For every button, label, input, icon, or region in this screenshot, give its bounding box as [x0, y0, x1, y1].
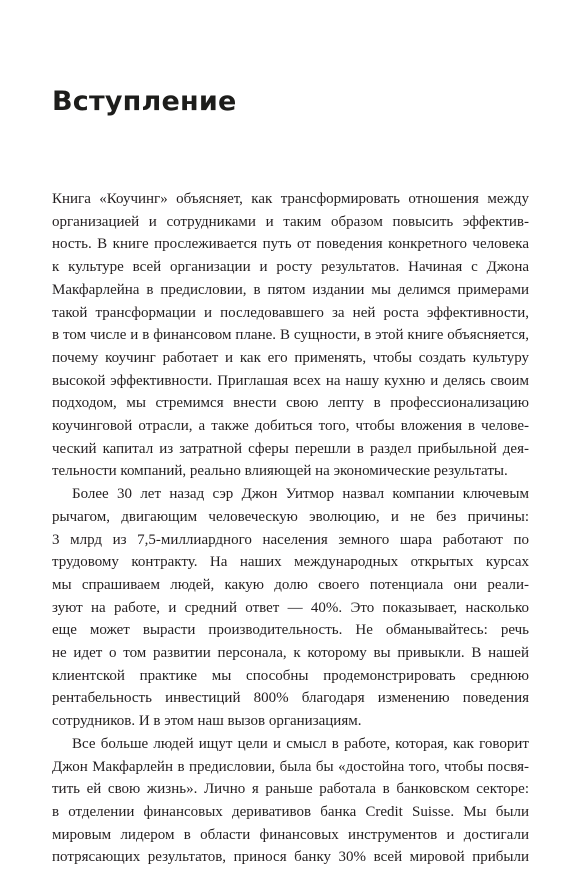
text-line: коучинговой отрасли, а также добиться того, чтобы вложения в челове- — [52, 418, 529, 435]
text-line: мировым лидером в области финансовых инструментов и достигали — [52, 826, 529, 843]
text-line: потрясающих результатов, принося банку 30% всей мировой прибыли — [52, 849, 529, 866]
paragraph-2 — [52, 483, 529, 733]
text-line: организацией и сотрудниками и таким образом повысить эффектив- — [52, 213, 529, 230]
text-line: в том числе и в финансовом плане. В сущности, в этой книге объясняется, — [52, 327, 529, 344]
chapter-title: Вступление — [52, 86, 237, 117]
text-line: тить ей свою жизнь». Лично я раньше работала в банковском секторе: — [52, 781, 529, 798]
text-line: тельности компаний, реально влияющей на экономические результаты. — [52, 463, 508, 480]
text-line: не идет о том развитии персонала, к которому вы привыкли. В нашей — [52, 645, 529, 662]
text-line: ность. В книге прослеживается путь от поведения конкретного человека — [52, 236, 529, 253]
text-line: Книга «Коучинг» объясняет, как трансформировать отношения между — [52, 191, 529, 207]
text-line: такой трансформации и последовавшего за ней роста эффективности, — [52, 304, 529, 321]
chapter-body — [52, 188, 529, 869]
text-line: клиентской практике мы способны продемонстрировать среднюю — [52, 667, 529, 684]
text-line: рычагом, двигающим человеческую эволюцию, и не без причины: — [52, 508, 529, 525]
text-line: Более 30 лет назад сэр Джон Уитмор назвал компании ключевым — [72, 486, 529, 503]
paragraph-1 — [52, 188, 529, 483]
text-line: мы спрашиваем людей, какую долю своего потенциала они реали- — [52, 576, 529, 593]
text-line: сотрудников. И в этом наш вызов организациям. — [52, 713, 362, 730]
text-line: трудовому контракту. На наших международных открытых курсах — [52, 554, 529, 571]
text-line: подходом, мы стремимся внести свою лепту в профессионализацию — [52, 395, 529, 412]
text-line: ческий капитал из затратной сферы перешли в раздел прибыльной дея- — [52, 440, 529, 457]
text-line: почему коучинг работает и как его применять, чтобы создать культуру — [52, 349, 529, 366]
paragraph-3 — [52, 733, 529, 869]
text-line: Все больше людей ищут цели и смысл в работе, которая, как говорит — [72, 735, 529, 752]
text-line: зуют на работе, и средний ответ — 40%. Это показывает, насколько — [52, 599, 529, 616]
text-line: рентабельность инвестиций 800% благодаря изменению поведения — [52, 690, 529, 707]
text-line: Макфарлейна в предисловии, в пятом издании мы делимся примерами — [52, 281, 529, 298]
text-line: к культуре всей организации и росту результатов. Начиная с Джона — [52, 259, 529, 276]
text-line: 3 млрд из 7,5-миллиардного населения земного шара работают по — [52, 531, 529, 548]
text-line: еще может вырасти производительность. Не обманывайтесь: речь — [52, 622, 529, 639]
text-line: в отделении финансовых деривативов банка Credit Suisse. Мы были — [52, 803, 529, 820]
text-line: Джон Макфарлейн в предисловии, была бы «достойна того, чтобы посвя- — [52, 758, 529, 775]
text-line: высокой эффективности. Приглашая всех на нашу кухню и делясь своим — [52, 372, 529, 389]
